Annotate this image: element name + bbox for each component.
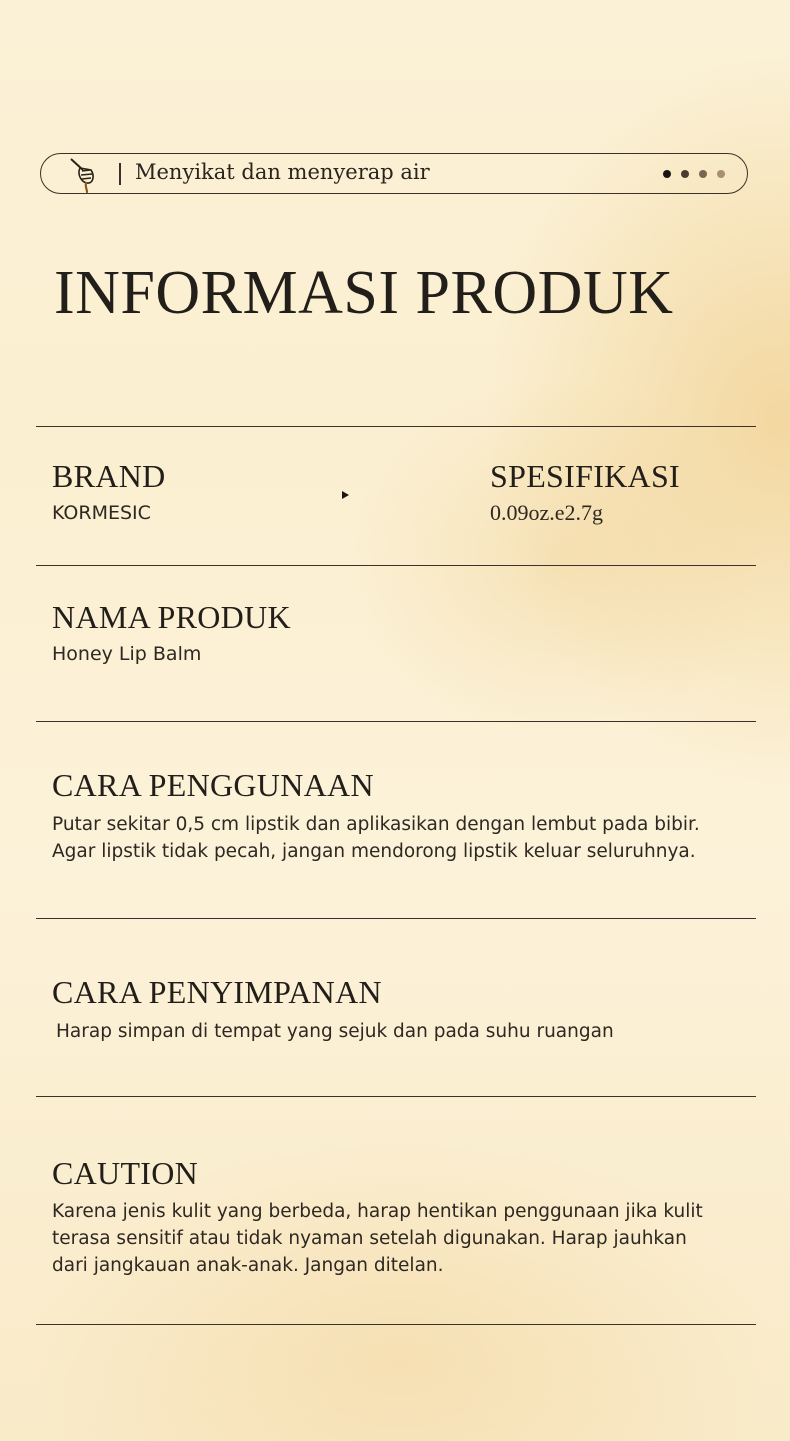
product-name-label: NAMA PRODUK bbox=[52, 599, 291, 635]
page-title: INFORMASI PRODUK bbox=[54, 259, 674, 327]
spec-label: SPESIFIKASI bbox=[490, 458, 681, 494]
usage-label: CARA PENGGUNAAN bbox=[52, 767, 374, 803]
carousel-dot-1[interactable] bbox=[663, 170, 671, 178]
divider bbox=[36, 721, 756, 722]
caution-line: terasa sensitif atau tidak nyaman setelah digunakan. Harap jauhkan bbox=[52, 1228, 687, 1249]
usage-line: Agar lipstik tidak pecah, jangan mendorong lipstik keluar seluruhnya. bbox=[52, 841, 696, 862]
caution-text bbox=[52, 1198, 752, 1279]
storage-text bbox=[56, 1018, 756, 1045]
honey-dipper-icon bbox=[69, 156, 103, 194]
caution-label: CAUTION bbox=[52, 1155, 199, 1191]
divider bbox=[36, 426, 756, 427]
divider bbox=[36, 1096, 756, 1097]
divider bbox=[36, 1324, 756, 1325]
carousel-dot-4[interactable] bbox=[717, 170, 725, 178]
usage-line: Putar sekitar 0,5 cm lipstik dan aplikasikan dengan lembut pada bibir. bbox=[52, 814, 700, 835]
caution-line: dari jangkauan anak-anak. Jangan ditelan. bbox=[52, 1255, 444, 1276]
carousel-dot-3[interactable] bbox=[699, 170, 707, 178]
carousel-dots[interactable] bbox=[663, 170, 725, 178]
storage-label: CARA PENYIMPANAN bbox=[52, 974, 382, 1010]
storage-line: Harap simpan di tempat yang sejuk dan pada suhu ruangan bbox=[56, 1021, 614, 1042]
spec-value: 0.09oz.e2.7g bbox=[490, 500, 604, 525]
usage-text bbox=[52, 811, 752, 865]
carousel-dot-2[interactable] bbox=[681, 170, 689, 178]
divider bbox=[119, 163, 121, 185]
brand-value: KORMESIC bbox=[52, 502, 151, 524]
arrow-right-icon bbox=[342, 491, 349, 499]
feature-pill bbox=[40, 153, 748, 194]
product-name-value: Honey Lip Balm bbox=[52, 643, 202, 665]
brand-label: BRAND bbox=[52, 458, 166, 494]
caution-line: Karena jenis kulit yang berbeda, harap hentikan penggunaan jika kulit bbox=[52, 1201, 703, 1222]
tagline: Menyikat dan menyerap air bbox=[135, 160, 430, 184]
divider bbox=[36, 565, 756, 566]
divider bbox=[36, 918, 756, 919]
